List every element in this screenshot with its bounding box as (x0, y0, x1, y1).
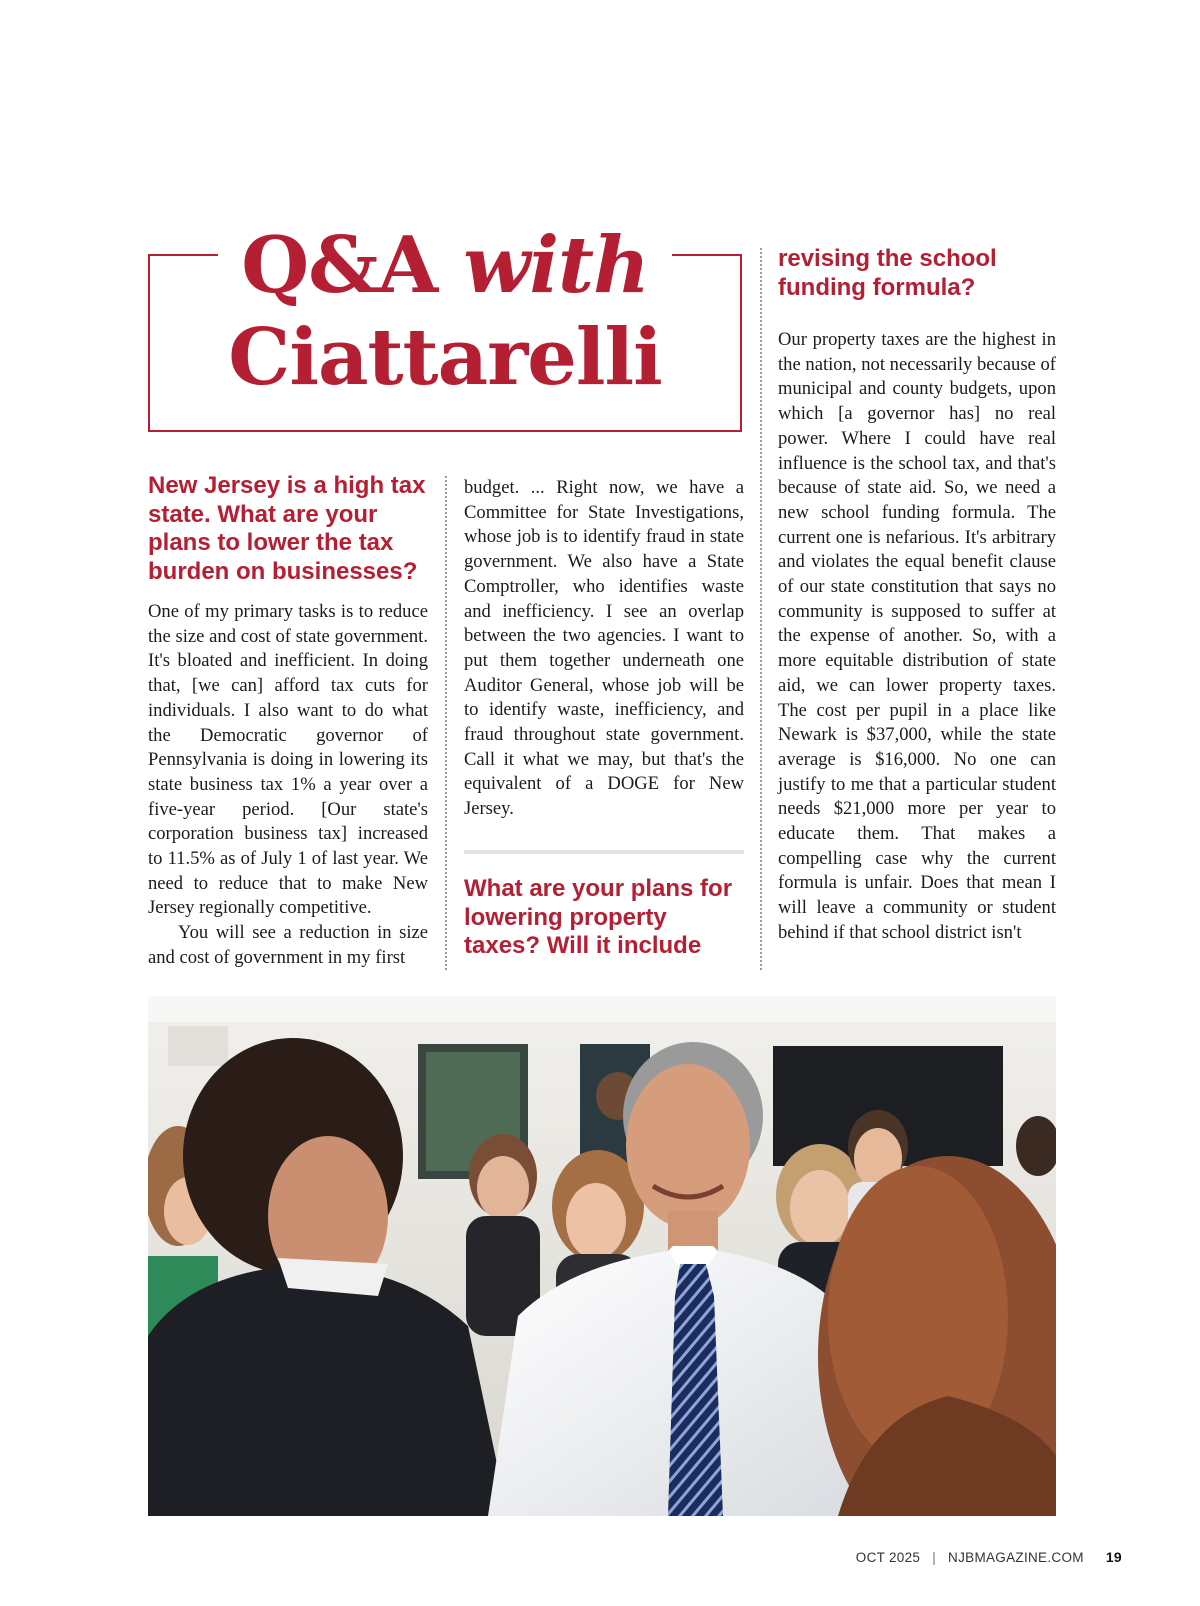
question-heading-2-continued: revising the school funding formula? (778, 245, 997, 301)
footer-site: NJBMAGAZINE.COM (948, 1550, 1084, 1565)
title-name: Ciattarelli (228, 312, 662, 403)
article-column-3 (778, 245, 1056, 946)
title-qa: Q&A (241, 220, 438, 311)
article-column-1 (148, 472, 428, 971)
section-separator (464, 850, 744, 854)
title-with: with (463, 220, 649, 311)
footer-separator: | (932, 1550, 937, 1565)
answer-paragraph: You will see a reduction in size and cost of government in my first (148, 922, 428, 968)
answer-paragraph: Our property taxes are the highest in the nation, not necessarily because of municipal and county budgets, upon which [a governor has] no real power. Where I could have real influence is the school tax, and that's because of state aid. So, we need a new school funding formula. The current one is nefarious. It's arbitrary and violates the equal benefit clause of our state constitution that says no community is supposed to suffer at the expense of another. So, with a more equitable distribution of state aid, we can lower property taxes. The cost per pupil in a place like Newark is $37,000, while the state average is $16,000. No one can justify to me that a particular student needs $21,000 more per year to educate them. That makes a compelling case why the current formula is unfair. Does that mean I will leave a community or student behind if that school district isn't (778, 329, 1056, 943)
page-number: 19 (1105, 1549, 1122, 1565)
question-heading-2: What are your plans for lowering property taxes? Will it include (464, 875, 733, 959)
answer-paragraph: One of my primary tasks is to reduce the size and cost of state government. It's bloated and inefficient. In doing that, [we can] afford tax cuts for individuals. I also want to do what the Democratic governor of Pennsylvania is doing in lowering its state business tax 1% a year over a five-year period. [Our state's corporation business tax] increased to 11.5% as of July 1 of last year. We need to reduce that to make New Jersey regionally competitive. (148, 601, 428, 919)
answer-paragraph: budget. ... Right now, we have a Committee for State Investigations, whose job is to identify fraud in state government. We also have a State Comptroller, who identifies waste and inefficiency. I see an overlap between the two agencies. I want to put them together underneath one Auditor General, whose job will be to identify waste, inefficiency, and fraud throughout state government. Call it what we may, but that's the equivalent of a DOGE for New Jersey. (464, 477, 744, 820)
photo-illustration (148, 996, 1056, 1516)
article-photo (148, 996, 1056, 1516)
article-column-2 (464, 476, 744, 822)
page-title (148, 220, 742, 404)
question-heading-1: New Jersey is a high tax state. What are your plans to lower the tax burden on businesses? (148, 472, 426, 585)
page-footer (856, 1549, 1122, 1565)
footer-issue: OCT 2025 (855, 1550, 921, 1565)
column-divider (760, 248, 762, 970)
column-divider (445, 476, 447, 970)
